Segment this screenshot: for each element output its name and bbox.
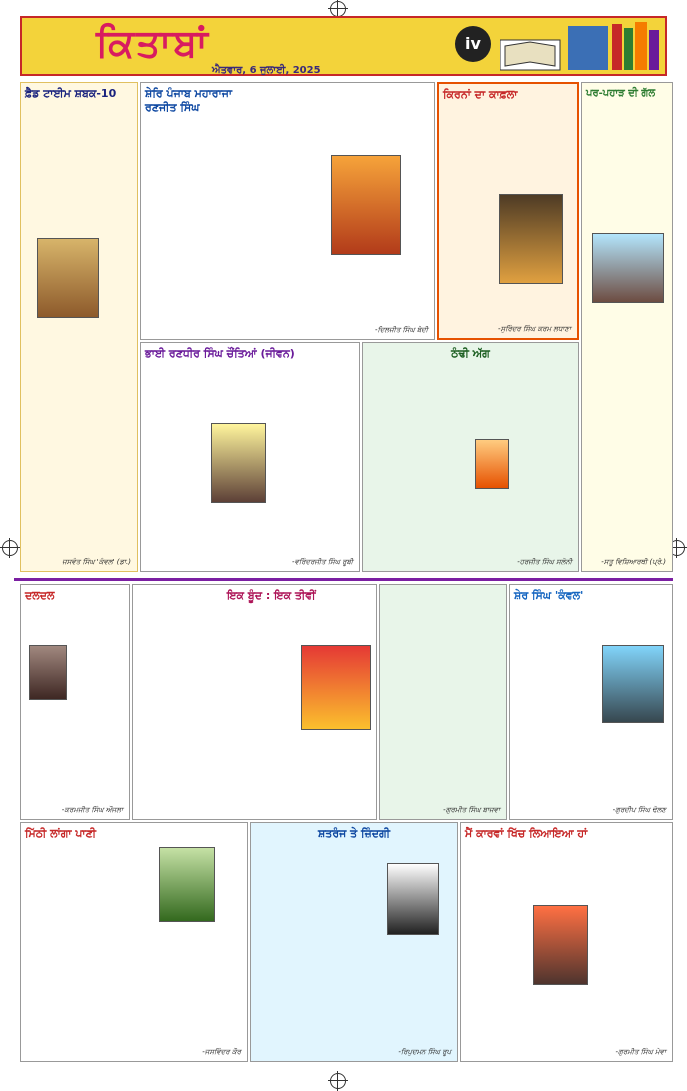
article-title: ਫ਼ੈਡ ਟਾਈਮ ਸ਼ਬਕ-10 [25,87,117,100]
book-cover-image [37,238,99,318]
article-card [20,584,130,820]
article-card [581,82,673,572]
book-cover-image [602,645,664,723]
article-card [20,82,138,572]
article-author: -ਸਤੂ ਵਿਸ਼ਿਆਰਥੀ (ਪ੍ਰੋ.) [601,558,666,566]
article-title: ਭਾਈ ਰਣਧੀਰ ਸਿੰਘ ਚੌਂਤਿਆਂ (ਜੀਵਨ) [145,347,295,360]
article-author: -ਹਰਜੀਤ ਸਿੰਘ ਸਲੋਨੀ [517,558,572,566]
article-author: -ਰਿਪੁਦਮਨ ਸਿੰਘ ਰੂਪ [398,1048,451,1056]
book-cover-image [475,439,509,489]
article-card [460,822,673,1062]
article-title: ਸ਼ੇਰ ਸਿੰਘ 'ਕੰਵਲ' [514,589,584,602]
article-title: ਸ਼ੇਰਿ ਪੰਜਾਬ ਮਹਾਰਾਜਾ ਰਣਜੀਤ ਸਿੰਘ [145,87,233,114]
book-cover-image [301,645,371,730]
article-title: ਦਲਦਲ [25,589,55,602]
article-author: -ਕਰਮਜੀਤ ਸਿੰਘ ਔਜਲਾ [61,806,123,814]
article-card [379,584,507,820]
article-title: ਠੰਢੀ ਅੱਗ [451,347,490,360]
book-cover-image [211,423,266,503]
book-cover-image [331,155,401,255]
article-author: -ਦਿਲਜੀਤ ਸਿੰਘ ਬੇਦੀ [375,326,428,334]
book-cover-image [159,847,215,922]
article-card [437,82,579,340]
book-cover-image [592,233,664,303]
article-title: ਸ਼ਤਰੰਜ ਤੇ ਜ਼ਿੰਦਗੀ [317,827,391,840]
article-author: -ਗੁਰਮੀਤ ਸਿੰਘ ਬਾਜਵਾ [443,806,500,814]
registration-mark-icon [330,1073,346,1089]
article-title: ਪਰ-ਪਹਾੜ ਦੀ ਗੱਲ [586,88,656,99]
article-author: -ਗੁਰਦੀਪ ਸਿੰਘ ਢੋਲਣ [612,806,666,814]
registration-mark-icon [330,1,346,17]
book-cover-image [29,645,67,700]
article-author: -ਵਰਿੰਦਰਜੀਤ ਸਿੰਘ ਰੂਬੀ [291,558,353,566]
article-card [362,342,579,572]
books-illustration-icon [500,20,665,72]
article-author: -ਗੁਰਮੀਤ ਸਿੰਘ ਮੇਵਾ [615,1048,666,1056]
article-card [20,822,248,1062]
book-cover-image [387,863,439,935]
article-card [509,584,673,820]
book-cover-image [499,194,563,284]
article-body [25,104,133,234]
article-author: ਜਸਵੰਤ ਸਿੰਘ 'ਕੰਵਲ' (ਡਾ.) [62,558,131,566]
article-title: ਮਿੱਠੀ ਲਾਂਗਾ ਪਾਣੀ [25,827,97,840]
masthead-date: ਐਤਵਾਰ, 6 ਜੁਲਾਈ, 2025 [212,65,321,76]
masthead-title: ਕਿਤਾਬਾਂ [96,20,210,65]
section-divider [14,578,673,581]
article-card [140,82,435,340]
book-cover-image [533,905,588,985]
article-card [132,584,377,820]
article-author: -ਸੁਰਿੰਦਰ ਸਿੰਘ ਕਰਮ ਲਧਾਣਾ [498,325,571,333]
masthead [20,16,667,76]
registration-mark-icon [2,540,18,556]
article-title: ਮੈਂ ਕਾਰਵਾਂ ਖਿੱਚ ਲਿਆਇਆ ਹਾਂ [465,827,588,840]
article-author: -ਜਸਵਿੰਦਰ ਕੌਰ [202,1048,241,1056]
article-title: ਕਿਰਨਾਂ ਦਾ ਕਾਫ਼ਲਾ [443,88,518,101]
page-number-badge: iv [455,26,491,62]
article-card [250,822,458,1062]
article-card [140,342,360,572]
article-title: ਇਕ ਬੂੰਦ : ਇਕ ਤੀਵੀਂ [227,589,316,602]
